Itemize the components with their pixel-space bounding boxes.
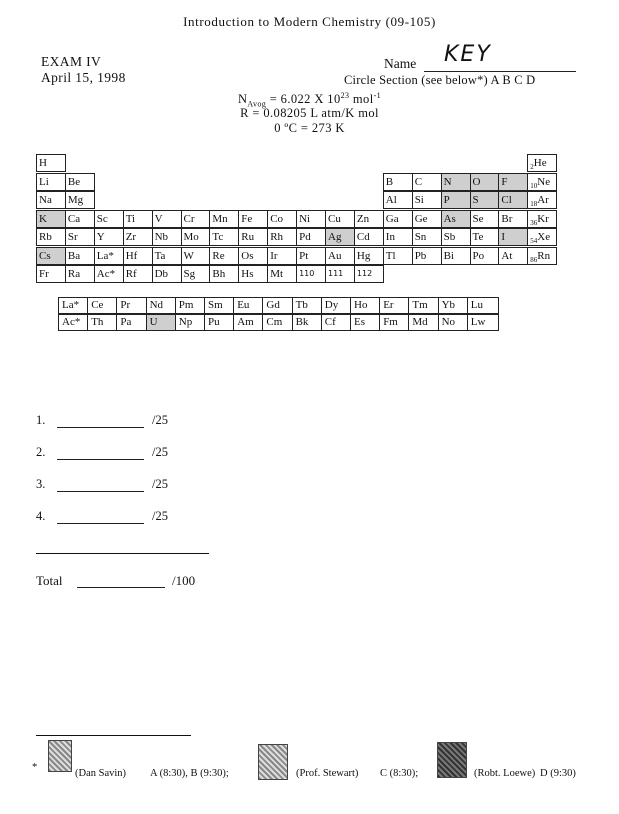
element-cell	[267, 228, 297, 246]
element-symbol: Ac*	[96, 268, 116, 280]
element-symbol: Sr	[67, 231, 78, 243]
question-max: /25	[152, 413, 168, 427]
element-cell	[441, 173, 471, 191]
element-symbol: Ca	[67, 212, 81, 225]
question-number: 3.	[36, 477, 46, 491]
element-symbol: Md	[408, 314, 440, 331]
element-symbol: B	[385, 175, 394, 188]
element-cell	[383, 173, 413, 191]
element-symbol: Ar	[537, 194, 549, 206]
element-cell	[267, 210, 297, 228]
element-cell	[354, 210, 384, 228]
atomic-number: 54	[530, 237, 538, 246]
element-cell	[470, 173, 500, 191]
element-cell	[383, 191, 413, 209]
element-symbol: Ag	[328, 231, 342, 243]
element-symbol: Si	[414, 194, 424, 206]
element-cell	[441, 191, 471, 209]
element-symbol: Br	[501, 212, 513, 225]
element-symbol: Tm	[408, 297, 440, 314]
element-cell	[65, 265, 95, 283]
element-cell	[383, 247, 413, 265]
element-symbol: Ra	[67, 268, 81, 280]
element-cell	[238, 265, 268, 283]
element-symbol: Bh	[212, 268, 226, 280]
element-symbol: Db	[154, 268, 169, 280]
element-cell	[238, 228, 268, 246]
score-divider	[36, 553, 209, 554]
element-symbol: Se	[472, 212, 484, 225]
element-symbol: I	[501, 231, 506, 243]
element-cell	[412, 228, 442, 246]
score-blank[interactable]	[57, 459, 144, 460]
element-cell	[354, 265, 384, 283]
element-symbol: Os	[241, 249, 254, 262]
element-cell	[470, 228, 500, 246]
element-cell	[441, 247, 471, 265]
element-cell	[412, 191, 442, 209]
element-symbol: Ho	[350, 297, 382, 314]
element-cell	[498, 191, 528, 209]
element-symbol: Au	[328, 249, 342, 262]
element-cell	[470, 247, 500, 265]
element-symbol: Zr	[125, 231, 137, 243]
element-symbol: Tc	[212, 231, 224, 243]
element-symbol: W	[183, 249, 194, 262]
element-symbol: Pd	[299, 231, 311, 243]
element-symbol: Nd	[146, 297, 178, 314]
element-symbol: Lw	[467, 314, 499, 331]
element-cell	[527, 228, 557, 246]
element-cell	[123, 228, 153, 246]
element-symbol: Np	[175, 314, 207, 331]
element-symbol: La*	[96, 249, 114, 262]
element-cell	[94, 265, 124, 283]
element-cell	[296, 247, 326, 265]
name-field-line	[424, 71, 576, 72]
element-cell	[36, 191, 66, 209]
footnote-savin: (Dan Savin)	[75, 768, 127, 779]
element-cell	[383, 210, 413, 228]
element-symbol: Mo	[183, 231, 199, 243]
element-cell	[36, 228, 66, 246]
element-symbol: Cl	[501, 194, 512, 206]
footnote-loewe: (Robt. Loewe)	[474, 768, 536, 779]
page-title: Introduction to Modern Chemistry (09-105)	[183, 14, 436, 29]
gas-constant: R = 0.08205 L atm/K mol	[240, 106, 379, 120]
element-symbol: Cr	[183, 212, 195, 225]
question-max: /25	[152, 445, 168, 459]
element-symbol: Hg	[356, 249, 371, 262]
element-symbol: Hs	[241, 268, 254, 280]
element-symbol: Ir	[270, 249, 278, 262]
element-symbol: Lu	[467, 297, 499, 314]
element-cell	[296, 210, 326, 228]
element-cell	[123, 265, 153, 283]
element-symbol: Te	[472, 231, 484, 243]
element-symbol: C	[414, 175, 423, 188]
element-symbol: Hf	[125, 249, 138, 262]
name-label: Name	[384, 56, 417, 71]
element-cell	[325, 247, 355, 265]
atomic-number: 10	[530, 181, 538, 190]
element-cell	[65, 247, 95, 265]
element-symbol: Fe	[241, 212, 253, 225]
element-symbol: Nb	[154, 231, 169, 243]
element-cell	[65, 228, 95, 246]
element-symbol: Mt	[270, 268, 284, 280]
element-symbol: 111	[328, 269, 344, 278]
element-symbol: Ta	[154, 249, 166, 262]
question-number: 1.	[36, 413, 46, 427]
element-cell	[209, 247, 239, 265]
element-symbol: Be	[67, 175, 81, 188]
element-cell	[325, 228, 355, 246]
footnote-stewart: (Prof. Stewart)	[296, 768, 359, 779]
element-cell	[470, 210, 500, 228]
element-symbol: Bi	[443, 249, 454, 262]
element-cell	[325, 210, 355, 228]
atomic-number: 2	[530, 163, 534, 172]
element-symbol: Rf	[125, 268, 137, 280]
element-cell	[527, 191, 557, 209]
element-symbol: Rn	[537, 249, 551, 262]
element-cell	[94, 210, 124, 228]
element-cell	[181, 210, 211, 228]
element-cell	[498, 173, 528, 191]
element-symbol: Y	[96, 231, 105, 243]
footnote-stewart-sections: C (8:30);	[380, 768, 419, 779]
element-cell	[527, 247, 557, 265]
question-number: 4.	[36, 509, 46, 523]
element-symbol: Es	[350, 314, 382, 331]
element-cell	[65, 173, 95, 191]
element-symbol: Cf	[321, 314, 353, 331]
element-cell	[65, 210, 95, 228]
element-cell	[209, 228, 239, 246]
element-cell	[412, 173, 442, 191]
exam-date: April 15, 1998	[41, 70, 126, 85]
element-cell	[94, 247, 124, 265]
element-symbol: Tl	[385, 249, 396, 262]
element-symbol: P	[443, 194, 450, 206]
element-symbol: Yb	[438, 297, 470, 314]
element-symbol: Pa	[116, 314, 148, 331]
element-symbol: Fr	[39, 268, 49, 280]
element-symbol: Kr	[537, 212, 549, 225]
element-symbol: F	[501, 175, 508, 188]
element-cell	[123, 247, 153, 265]
footnote-savin-sections: A (8:30), B (9:30);	[150, 768, 229, 779]
element-cell	[152, 210, 182, 228]
element-cell	[238, 210, 268, 228]
element-symbol: Sm	[204, 297, 236, 314]
element-symbol: He	[533, 157, 547, 169]
element-symbol: 110	[299, 269, 315, 278]
element-symbol: Mg	[67, 194, 84, 206]
element-symbol: Po	[472, 249, 485, 262]
element-cell	[152, 265, 182, 283]
circle-section-instructions: Circle Section (see below*) A B C D	[344, 73, 536, 87]
element-cell	[267, 265, 297, 283]
question-number: 2.	[36, 445, 46, 459]
element-symbol: Ne	[537, 175, 551, 188]
element-symbol: Eu	[233, 297, 265, 314]
element-cell	[412, 247, 442, 265]
element-symbol: Sc	[96, 212, 108, 225]
element-cell	[209, 210, 239, 228]
element-cell	[152, 247, 182, 265]
element-cell	[238, 247, 268, 265]
element-cell	[527, 154, 557, 172]
element-cell	[441, 228, 471, 246]
element-symbol: Sg	[183, 268, 196, 280]
element-symbol: Li	[39, 175, 49, 188]
element-symbol: Pm	[175, 297, 207, 314]
element-cell	[123, 210, 153, 228]
element-symbol: Sb	[443, 231, 456, 243]
total-label: Total	[36, 573, 63, 588]
score-blank[interactable]	[57, 523, 144, 524]
element-cell	[441, 210, 471, 228]
question-max: /25	[152, 477, 168, 491]
score-blank[interactable]	[57, 427, 144, 428]
element-cell	[527, 173, 557, 191]
element-symbol: K	[39, 212, 47, 225]
element-cell	[354, 228, 384, 246]
score-blank[interactable]	[57, 491, 144, 492]
element-symbol: Fm	[379, 314, 411, 331]
atomic-number: 86	[530, 255, 538, 264]
element-cell	[209, 265, 239, 283]
footnote-divider	[36, 735, 191, 736]
element-cell	[296, 265, 326, 283]
element-symbol: Rh	[270, 231, 284, 243]
element-cell	[498, 247, 528, 265]
element-symbol: Pu	[204, 314, 236, 331]
element-symbol: Ru	[241, 231, 255, 243]
element-symbol: Na	[39, 194, 52, 206]
element-symbol: Am	[233, 314, 265, 331]
atomic-number: 18	[530, 200, 538, 209]
exam-number: EXAM IV	[41, 54, 102, 69]
element-cell	[498, 210, 528, 228]
element-cell	[383, 228, 413, 246]
element-cell	[36, 247, 66, 265]
footnote-loewe-sections: D (9:30)	[540, 768, 576, 779]
element-symbol: Ti	[125, 212, 136, 225]
element-cell	[181, 228, 211, 246]
element-symbol: U	[146, 314, 178, 331]
element-symbol: Pt	[299, 249, 309, 262]
element-cell	[267, 247, 297, 265]
question-max: /25	[152, 509, 168, 523]
element-symbol: Tb	[292, 297, 324, 314]
avogadro-constant: $N_{Avog} = 6.022$ X $10^{23}$ mol$^{-1}$	[237, 91, 382, 109]
element-symbol: Zn	[356, 212, 370, 225]
element-symbol: At	[501, 249, 513, 262]
element-symbol: O	[472, 175, 481, 188]
element-cell	[65, 191, 95, 209]
element-symbol: La*	[58, 297, 90, 314]
element-symbol: Cs	[39, 249, 51, 262]
portrait-savin-icon	[48, 740, 72, 772]
element-cell	[94, 228, 124, 246]
element-symbol: Ba	[67, 249, 81, 262]
element-symbol: V	[154, 212, 163, 225]
element-cell	[527, 210, 557, 228]
element-symbol: Mn	[212, 212, 228, 225]
element-symbol: Gd	[262, 297, 294, 314]
element-symbol: 112	[356, 269, 373, 278]
element-cell	[181, 265, 211, 283]
element-symbol: Er	[379, 297, 411, 314]
element-symbol: Rb	[39, 231, 52, 243]
element-symbol: Al	[385, 194, 397, 206]
element-cell	[152, 228, 182, 246]
element-cell	[354, 247, 384, 265]
element-symbol: Cu	[328, 212, 341, 225]
name-field-value[interactable]: KEY	[444, 42, 492, 67]
element-cell	[181, 247, 211, 265]
element-symbol: Cm	[262, 314, 294, 331]
element-symbol: Ac*	[58, 314, 90, 331]
total-blank[interactable]	[77, 587, 165, 588]
element-symbol: Cd	[356, 231, 370, 243]
element-cell	[498, 228, 528, 246]
element-cell	[470, 191, 500, 209]
total-max: /100	[172, 573, 196, 588]
portrait-stewart-icon	[258, 744, 288, 780]
element-symbol: H	[39, 157, 47, 169]
element-symbol: Dy	[321, 297, 353, 314]
element-cell	[412, 210, 442, 228]
element-symbol: Pb	[414, 249, 427, 262]
element-symbol: Xe	[537, 231, 551, 243]
element-symbol: S	[472, 194, 479, 206]
element-symbol: Pr	[116, 297, 148, 314]
element-symbol: Ce	[87, 297, 119, 314]
element-symbol: No	[438, 314, 470, 331]
element-symbol: Bk	[292, 314, 324, 331]
element-symbol: Ni	[299, 212, 311, 225]
element-cell	[36, 210, 66, 228]
portrait-loewe-icon	[437, 742, 467, 778]
element-symbol: Ga	[385, 212, 399, 225]
element-symbol: Ge	[414, 212, 428, 225]
atomic-number: 36	[530, 218, 538, 227]
element-symbol: Co	[270, 212, 284, 225]
element-symbol: Re	[212, 249, 225, 262]
element-cell	[36, 173, 66, 191]
element-symbol: Sn	[414, 231, 427, 243]
element-cell	[36, 154, 66, 172]
zero-celsius: 0 ºC = 273 K	[274, 121, 345, 135]
element-symbol: Th	[87, 314, 119, 331]
element-symbol: N	[443, 175, 452, 188]
element-symbol: In	[385, 231, 395, 243]
element-cell	[325, 265, 355, 283]
element-cell	[36, 265, 66, 283]
footnote-star: *	[32, 762, 38, 773]
element-symbol: As	[443, 212, 456, 225]
element-cell	[296, 228, 326, 246]
